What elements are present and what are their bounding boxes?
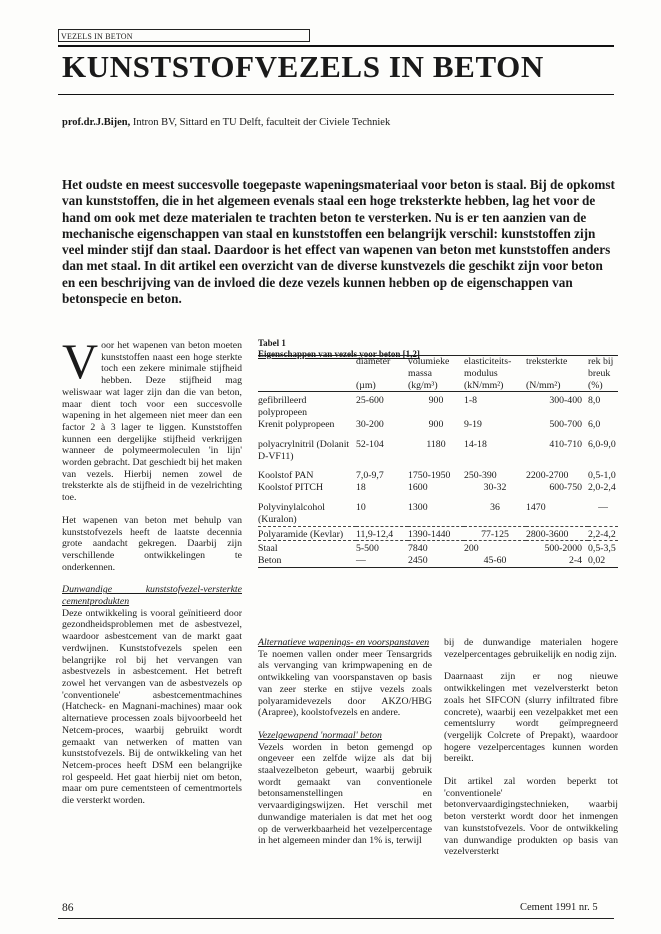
paragraph: Daarnaast zijn er nog nieuwe ontwikkelingen met vezelversterkt beton zoals het SIFCON (slurry infiltrated fibre concrete), waarbij een vezelpakket met een cementslurry wordt geïmpregneerd (vergelijk Colcrete of Prepakt), waardoor hogere vezelpercentages kunnen worden bereikt. — [444, 671, 618, 765]
header-tensile: treksterkte — [526, 356, 568, 367]
author-affiliation: Intron BV, Sittard en TU Delft, faculteit der Civiele Techniek — [130, 117, 391, 128]
paragraph: bij de dunwandige materialen hogere vezelpercentages gebruikelijk en nodig zijn. — [444, 637, 618, 660]
table-caption-text: Eigenschappen van vezels voor beton [1,2] — [258, 349, 420, 359]
unit-tensile: (N/mm²) — [526, 379, 561, 391]
header-mass: volumieke massa — [408, 356, 450, 379]
unit-elong: (%) — [588, 379, 603, 391]
journal-info: Cement 1991 nr. 5 — [520, 902, 598, 913]
paragraph: Vezels worden in beton gemengd op ongeveer een zelfde wijze als dat bij staalvezelbeton gebeurt, waarbij gebruik wordt gemaakt van conventionele betonsamenstellingen en vervaardigingswijzen. Het verschil met dunwandige materialen is dat met het oog op de verwerkbaarheid het vezelpercentage in het algemeen minder dan 1% is, terwijl — [258, 741, 432, 847]
author-name: prof.dr.J.Bijen, — [62, 117, 131, 128]
header-elastic: elasticiteits- modulus — [464, 356, 512, 379]
footer-rule — [58, 918, 614, 919]
drop-cap: V — [62, 333, 99, 389]
paragraph: Dit artikel zal worden beperkt tot 'conventionele' betonvervaardigingstechnieken, waarbij beton versterkt wordt door het inmengen van kunststofvezels. Voor de ontwikkeling van dunwandige produkten op basis van vezelversterkt — [444, 776, 618, 858]
properties-table — [258, 355, 618, 570]
table-row: Koolstof PITCH 18 1600 30-32 600-750 2,0-2,4 — [258, 482, 616, 494]
header-diameter: diameter — [356, 356, 391, 367]
unit-mass: (kg/m³) — [408, 379, 438, 391]
unit-diameter: (µm) — [356, 379, 376, 391]
paragraph: Het wapenen van beton met behulp van kunststofvezels heeft de laatste decennia grote aandacht gekregen. Daarbij zijn verschillende ontwikkelingen te onderkennen. — [62, 514, 242, 573]
table-row: gefibrilleerd polypropeen 25-600 900 1-8 300-400 8,0 — [258, 395, 601, 419]
table-row: Beton — 2450 45-60 2-4 0,02 — [258, 555, 606, 567]
subheading: Vezelgewapend 'normaal' beton — [258, 729, 382, 741]
body-column-2 — [258, 637, 432, 847]
title-rule-bottom — [58, 94, 614, 95]
paragraph: Voor het wapenen van beton moeten kunststoffen naast een hoge sterkte toch een zekere minimale stijfheid hebben. Deze stijfheid mag weliswaar wat lager zijn dan die van beton, maar dient toch voor een succesvolle wapening in het algemeen niet meer dan een factor 2 à 3 lager te liggen. Kunststoffen kunnen een dergelijke stijfheid verkrijgen wanneer de polymeermoleculen 'in lijn' worden gebracht. Dat geschiedt bij het maken van vezels. Hierbij nemen zowel de treksterkte als de stijfheid in de vezelrichting toe. — [62, 333, 242, 504]
table-label: Tabel 1 — [258, 338, 286, 348]
table-row: Koolstof PAN 7,0-9,7 1750-1950 250-390 2200-2700 0,5-1,0 — [258, 470, 616, 482]
paragraph: Deze ontwikkeling is vooral geïnitieerd door gezondheidsproblemen met de asbestvezel, waardoor asbestcement van de markt gaat verdwijnen. Kunststofvezels spelen een belangrijke rol bij het vervangen van asbestvezels in asbestcement. Het betreft zowel het vervangen van de asbestvezels op 'conventionele' asbestcementmachines (Hatcheck- en Magnani-machines) maar ook alternatieve processen zoals bijvoorbeeld het Netcem-proces, waarbij gebruikt wordt gemaakt van netwerken of matten van kunststofvezels. Bij de ontwikkeling van het Netcem-proces heeft DSM een belangrijke rol gespeeld. Het gaat hierbij niet om beton, maar om pure cementsteen of cementmortels die versterkt worden. — [62, 607, 242, 807]
table-row: Polyvinylalcohol (Kuralon) 10 1300 36 1470 — — [258, 501, 608, 525]
page-number: 86 — [62, 902, 74, 914]
title-rule-top — [58, 45, 614, 47]
intro-paragraph: Het oudste en meest succesvolle toegepaste wapeningsmateriaal voor beton is staal. Bij de opkomst van kunststoffen, die in het algemeen evenals staal een hoge treksterkte hebben, lag het voor de hand om ook met deze materialen te trachten beton te versterken. Nu is er ten aanzien van de mechanische eigenschappen van staal en kunststoffen een belangrijk verschil: kunststoffen zijn veel minder stijf dan staal. Daardoor is het effect van wapenen van beton met kunststoffen anders dan met staal. In dit artikel een overzicht van de diverse kunstvezels die geschikt zijn voor beton en een beschrijving van de invloed die deze vezels kunnen hebben op de eigenschappen van betonspecie en beton. — [62, 177, 615, 307]
body-column-3 — [444, 637, 618, 858]
subheading: Alternatieve wapenings- en voorspanstaven — [258, 637, 430, 648]
unit-elastic: (kN/mm²) — [464, 379, 504, 391]
subheading: Dunwandige kunststofvezel-versterkte cementprodukten — [62, 584, 242, 608]
header-elong: rek bij breuk — [588, 356, 614, 379]
table-row: Staal 5-500 7840 200 500-2000 0,5-3,5 — [258, 543, 616, 555]
body-column-1 — [62, 333, 242, 807]
table-row: Krenit polypropeen 30-200 900 9-19 500-700 6,0 — [258, 418, 601, 430]
table-row: Polyaramide (Kevlar) 11,9-12,4 1390-1440 77-125 2800-3600 2,2-4,2 — [258, 528, 616, 540]
article-title: KUNSTSTOFVEZELS IN BETON — [62, 49, 544, 84]
paragraph: Te noemen vallen onder meer Tensargrids als vervanging van krimpwapening en de ontwikkeling van voorspanstaven op basis van zeer sterke en stijve vezels zoals polyaramidevezels door AKZO/HBG (Arapree), koolstofvezels en andere. — [258, 648, 432, 719]
author-line — [62, 117, 390, 128]
section-label: VEZELS IN BETON — [58, 29, 310, 42]
table-row: polyacrylnitril (Dolanit D-VF11) 52-104 1180 14-18 410-710 6,0-9,0 — [258, 438, 616, 462]
